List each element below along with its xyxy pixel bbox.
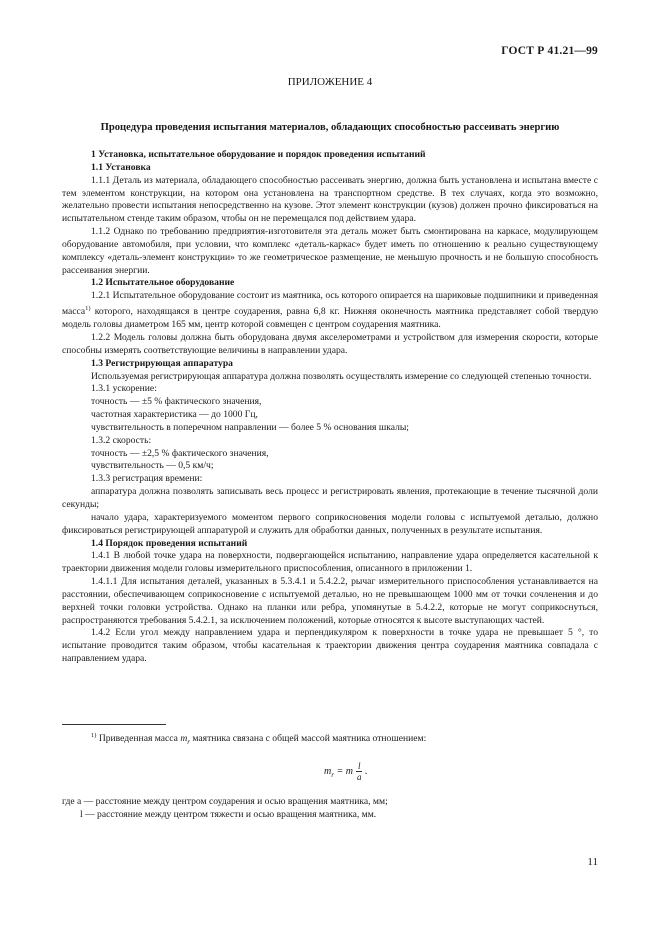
paragraph: 1.4.1 В любой точке удара на поверхности, подвергающейся испытанию, направление удара определяется касательной к траектории движения модели головы измерительного приспособления, описанного в приложении 1. xyxy=(62,550,598,575)
document-title: Процедура проведения испытания материалов, обладающих способностью рассеивать энергию xyxy=(100,122,560,133)
list-item: чувствительность в поперечном направлении — более 5 % основания шкалы; xyxy=(91,421,409,433)
list-item: аппаратура должна позволять записывать весь процесс и регистрировать явления, протекающие в течение тысячной доли секунды; xyxy=(62,486,598,510)
list-item: чувствительность — 0,5 км/ч; xyxy=(91,460,214,472)
formula-lhs: m xyxy=(324,765,332,777)
subsection-heading: 1.2 Испытательное оборудование xyxy=(91,277,235,289)
page-number: 11 xyxy=(587,856,598,868)
list-item: начало удара, характеризуемого моментом первого соприкосновения модели головы с испытуемой деталью, должно фиксироваться регистрирующей аппаратурой и служить для обработки данных, полученных в результате испытания. xyxy=(62,511,598,536)
list-item: частотная характеристика — до 1000 Гц, xyxy=(91,409,258,421)
list-heading: 1.3.2 скорость: xyxy=(91,434,152,446)
paragraph: 1.4.1.1 Для испытания деталей, указанных в 5.3.4.1 и 5.4.2.2, рычаг измерительного приспособления устанавливается на расстоянии, обеспечивающем соприкосновение с испытуемой деталью, но не превышающем 1000 мм от точки сочленения и до верхней точки головки устройства. Однако на планки или ребра, упомянутые в 5.4.2.2, которые не могут соприкоснуться, распространяются требования 5.4.2.1, за исключением положений, которые относятся к высоте выступающих частей. xyxy=(62,576,598,626)
paragraph: 1.4.2 Если угол между направлением удара и перпендикуляром к поверхности в точке удара не превышает 5 °, то испытание проводится таким образом, чтобы касательная к траектории движения центра соударения маятника совпадала с направлением удара. xyxy=(62,627,598,665)
footnote-ref: 1) xyxy=(85,305,91,313)
formula-end: . xyxy=(362,765,368,777)
formula-denominator: a xyxy=(356,772,362,782)
paragraph: 1.1.1 Деталь из материала, обладающего способностью рассеивать энергию, должна быть установлена и испытана вместе с тем элементом конструкции, на котором она установлена на транспортном средстве. В тех случаях, когда это возможно, желательно провести испытания непосредственно на кузове. Этот элемент конструкции (кузов) должен прочно фиксироваться на испытательном стенде таким образом, чтобы он не перемещался под действием удара. xyxy=(62,174,598,225)
document-body xyxy=(62,149,598,666)
variable-definitions xyxy=(62,795,598,821)
footnote-text: Приведенная масса xyxy=(96,733,181,745)
formula-lhs-sub: r xyxy=(331,770,334,779)
formula xyxy=(324,761,367,782)
footnote-divider xyxy=(62,724,166,725)
formula-eq: = m xyxy=(333,765,353,777)
formula-numerator: l xyxy=(357,761,361,771)
footnote-variable-sub: r xyxy=(187,738,190,747)
paragraph xyxy=(62,290,598,332)
subsection-heading: 1.4 Порядок проведения испытаний xyxy=(91,537,248,549)
paragraph: 1.1.2 Однако по требованию предприятия-изготовителя эта деталь может быть смонтирована на каркасе, модулирующем оборудование автомобиля, при условии, что комплекс «деталь-каркас» будет иметь по отношению к реально существующему комплексу «деталь-элемент конструкции» то же геометрическое размещение, не меньшую прочность и не большую способность рассеивания энергии. xyxy=(62,226,598,276)
appendix-label: ПРИЛОЖЕНИЕ 4 xyxy=(287,76,373,88)
paragraph: 1.2.2 Модель головы должна быть оборудована двумя акселерометрами и устройством для измерения скорости, которые способны измерять соответствующие величины в направлении удара. xyxy=(62,332,598,356)
list-heading: 1.3.3 регистрация времени: xyxy=(91,473,203,485)
paragraph-text: которого, находящаяся в центре соударения, равна 6,8 кг. Нижняя оконечность маятника представляет собой твердую модель головы диаметром 165 мм, центр которой совмещен с центром соударения маятника. xyxy=(62,306,598,331)
footnote-mark: 1) xyxy=(91,732,97,739)
list-item: точность — ±2,5 % фактического значения, xyxy=(91,447,269,459)
paragraph-text: 1.2.1 Испытательное оборудование состоит из маятника, ось которого опирается на шариковые подшипники и приведенная масса xyxy=(62,290,598,318)
section-heading: 1 Установка, испытательное оборудование и порядок проведения испытаний xyxy=(91,149,426,160)
list-heading: 1.3.1 ускорение: xyxy=(91,383,157,395)
list-item: точность — ±5 % фактического значения, xyxy=(91,396,262,408)
footnote-variable: m xyxy=(180,733,188,745)
footnote xyxy=(62,729,598,749)
paragraph: Используемая регистрирующая аппаратура должна позволять осуществлять измерение со следующей степенью точности. xyxy=(91,370,592,382)
standard-header: ГОСТ Р 41.21—99 xyxy=(501,45,598,57)
definition-a: где a — расстояние между центром соударения и осью вращения маятника, мм; xyxy=(62,796,388,807)
definition-l: l — расстояние между центром тяжести и осью вращения маятника, мм. xyxy=(80,809,377,820)
subsection-heading: 1.3 Регистрирующая аппаратура xyxy=(91,357,233,369)
footnote-text: маятника связана с общей массой маятника отношением: xyxy=(190,733,427,745)
subsection-heading: 1.1 Установка xyxy=(91,161,151,173)
